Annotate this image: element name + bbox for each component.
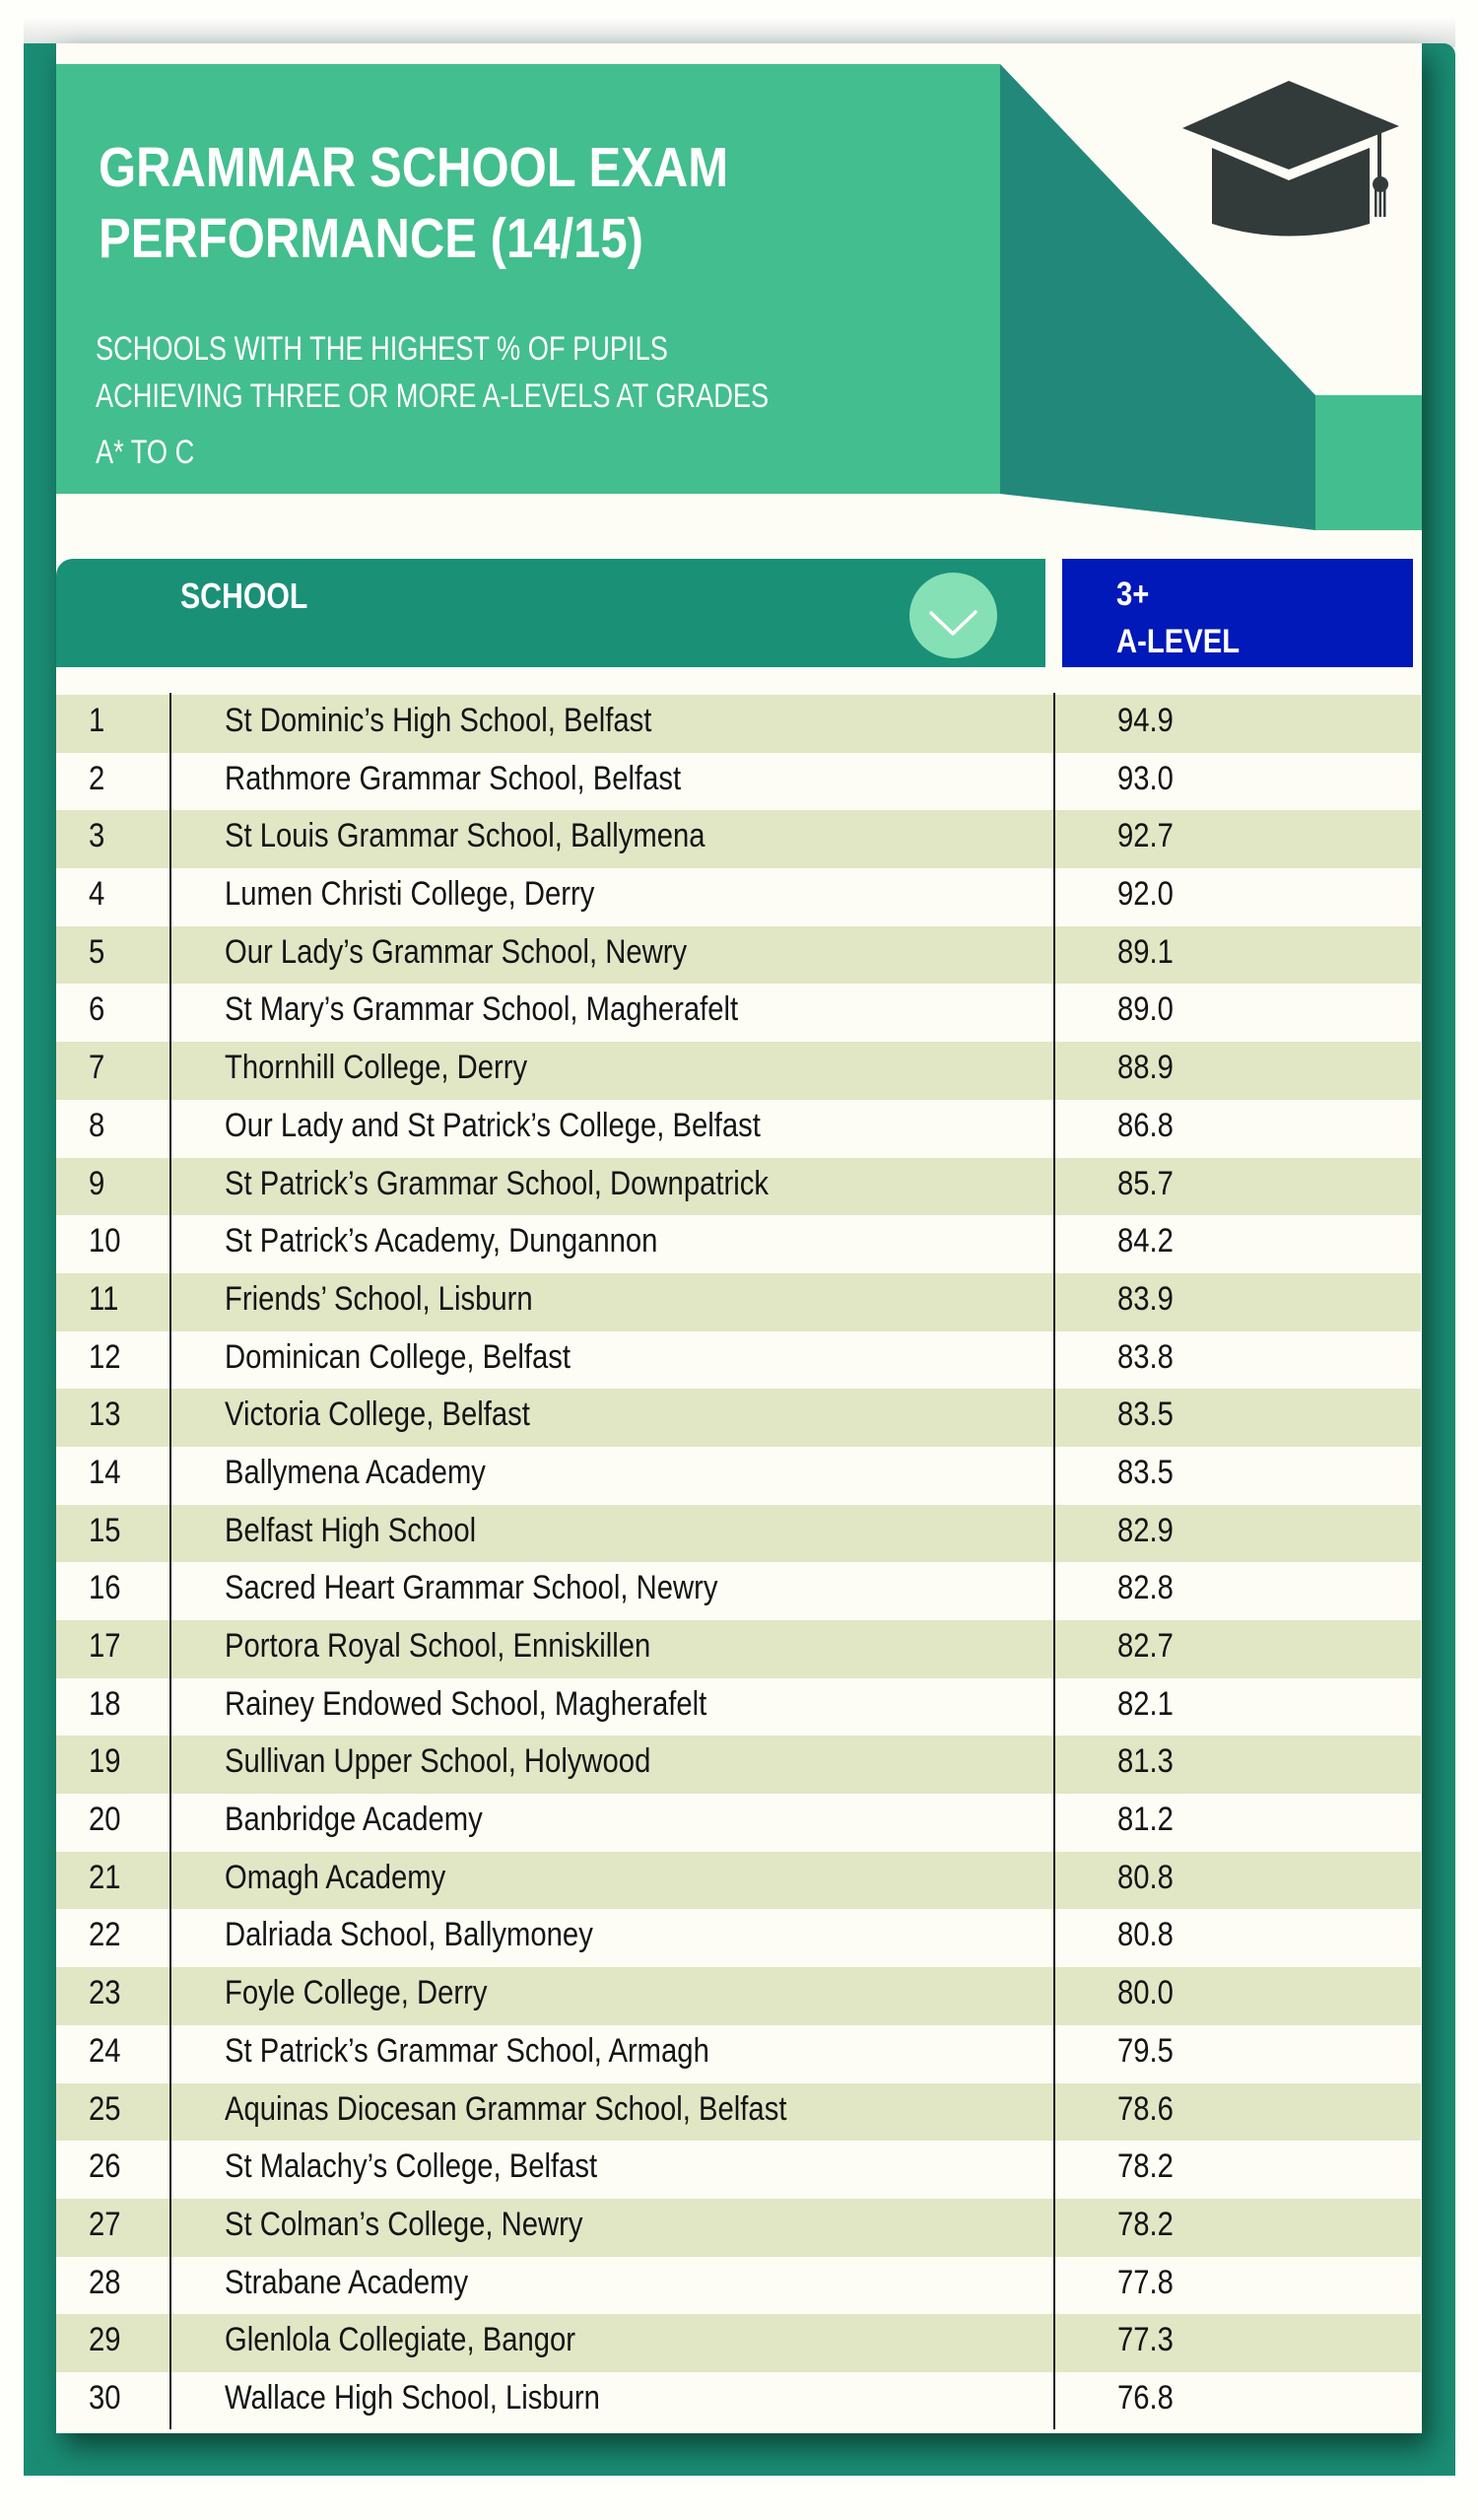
- table-row: [56, 1967, 1421, 2025]
- rank-cell: 8: [89, 1106, 105, 1144]
- table-row: [56, 1562, 1421, 1620]
- school-cell: Victoria College, Belfast: [225, 1396, 530, 1434]
- value-cell: 82.8: [1117, 1569, 1174, 1607]
- value-cell: 83.8: [1117, 1337, 1174, 1376]
- rank-cell: 13: [89, 1396, 121, 1434]
- subtitle-line-2: ACHIEVING THREE OR MORE A-LEVELS AT GRADES: [96, 377, 770, 415]
- table-row: [56, 1447, 1421, 1505]
- table-row: [56, 984, 1421, 1042]
- value-cell: 86.8: [1117, 1106, 1174, 1144]
- school-cell: Thornhill College, Derry: [225, 1049, 528, 1087]
- sort-dropdown-button[interactable]: [909, 573, 997, 658]
- rank-cell: 29: [89, 2321, 121, 2359]
- table-row: [56, 695, 1421, 753]
- value-cell: 78.2: [1117, 2205, 1174, 2243]
- rank-cell: 23: [89, 1974, 121, 2012]
- value-cell: 82.9: [1117, 1511, 1174, 1549]
- rank-cell: 28: [89, 2263, 121, 2301]
- rank-cell: 7: [89, 1049, 105, 1087]
- rank-cell: 14: [89, 1453, 121, 1491]
- school-cell: St Mary’s Grammar School, Magherafelt: [225, 990, 739, 1029]
- school-cell: Aquinas Diocesan Grammar School, Belfast: [225, 2089, 787, 2128]
- value-cell: 77.3: [1117, 2321, 1174, 2359]
- value-cell: 80.0: [1117, 1974, 1174, 2012]
- table-row: [56, 1389, 1421, 1447]
- school-cell: Our Lady and St Patrick’s College, Belfast: [225, 1106, 761, 1144]
- value-cell: 78.6: [1117, 2089, 1174, 2128]
- rank-cell: 18: [89, 1684, 121, 1723]
- school-cell: Glenlola Collegiate, Bangor: [225, 2321, 575, 2359]
- table-row: [56, 926, 1421, 985]
- table-row: [56, 810, 1421, 868]
- table-row: [56, 2199, 1421, 2257]
- school-cell: Belfast High School: [225, 1511, 477, 1549]
- rank-cell: 4: [89, 875, 105, 914]
- rank-cell: 12: [89, 1337, 121, 1376]
- rank-cell: 20: [89, 1801, 121, 1839]
- value-cell: 83.5: [1117, 1396, 1174, 1434]
- graduation-cap-icon: [1177, 74, 1414, 251]
- column-divider-value: [1053, 693, 1055, 2429]
- rank-cell: 25: [89, 2089, 121, 2128]
- value-cell: 92.0: [1117, 875, 1174, 914]
- school-cell: Friends’ School, Lisburn: [225, 1279, 533, 1318]
- rank-cell: 24: [89, 2031, 121, 2070]
- school-cell: Wallace High School, Lisburn: [225, 2378, 600, 2417]
- school-cell: St Louis Grammar School, Ballymena: [225, 817, 705, 855]
- school-cell: St Colman’s College, Newry: [225, 2205, 583, 2243]
- table-row: [56, 1736, 1421, 1794]
- column-header-a-level-line-2: A-LEVEL: [1116, 623, 1241, 660]
- rank-cell: 1: [89, 702, 105, 739]
- chevron-down-icon: [909, 573, 997, 658]
- column-header-school-label: SCHOOL: [180, 576, 308, 616]
- value-cell: 77.8: [1117, 2263, 1174, 2301]
- school-cell: Strabane Academy: [225, 2263, 469, 2301]
- school-cell: Omagh Academy: [225, 1858, 446, 1896]
- value-cell: 81.3: [1117, 1742, 1174, 1781]
- column-header-school: [56, 559, 1045, 667]
- rank-cell: 5: [89, 932, 105, 971]
- value-cell: 89.1: [1117, 932, 1174, 971]
- school-cell: Banbridge Academy: [225, 1801, 483, 1839]
- value-cell: 88.9: [1117, 1049, 1174, 1087]
- table-row: [56, 2025, 1421, 2083]
- school-cell: Sullivan Upper School, Holywood: [225, 1742, 651, 1781]
- column-header-a-level-line-1: 3+: [1116, 576, 1150, 613]
- page-title-line-2: PERFORMANCE (14/15): [99, 207, 643, 270]
- school-cell: Dalriada School, Ballymoney: [225, 1916, 593, 1954]
- table-row: [56, 1100, 1421, 1158]
- value-cell: 85.7: [1117, 1164, 1174, 1202]
- table-row: [56, 868, 1421, 926]
- subtitle-line-3: A* TO C: [96, 434, 195, 471]
- rank-cell: 26: [89, 2147, 121, 2186]
- school-cell: St Dominic’s High School, Belfast: [225, 702, 652, 739]
- rank-cell: 11: [89, 1279, 119, 1318]
- value-cell: 89.0: [1117, 990, 1174, 1029]
- page-title-line-1: GRAMMAR SCHOOL EXAM: [99, 136, 729, 199]
- table-row: [56, 1331, 1421, 1390]
- column-header-a-level[interactable]: [1062, 559, 1413, 667]
- rank-cell: 22: [89, 1916, 121, 1954]
- value-cell: 84.2: [1117, 1222, 1174, 1260]
- table-row: [56, 1505, 1421, 1563]
- value-cell: 94.9: [1117, 702, 1174, 739]
- value-cell: 83.9: [1117, 1279, 1174, 1318]
- value-cell: 82.1: [1117, 1684, 1174, 1723]
- table-row: [56, 1794, 1421, 1852]
- table-row: [56, 1852, 1421, 1910]
- rank-cell: 6: [89, 990, 105, 1029]
- table-row: [56, 1042, 1421, 1100]
- value-cell: 76.8: [1117, 2378, 1174, 2417]
- value-cell: 80.8: [1117, 1916, 1174, 1954]
- rank-cell: 2: [89, 759, 105, 797]
- school-cell: Our Lady’s Grammar School, Newry: [225, 932, 688, 971]
- value-cell: 92.7: [1117, 817, 1174, 855]
- rank-cell: 17: [89, 1627, 121, 1665]
- school-cell: St Malachy’s College, Belfast: [225, 2147, 598, 2186]
- table-row: [56, 2372, 1421, 2430]
- table-row: [56, 2083, 1421, 2142]
- school-cell: Ballymena Academy: [225, 1453, 486, 1491]
- school-cell: Foyle College, Derry: [225, 1974, 488, 2012]
- value-cell: 82.7: [1117, 1627, 1174, 1665]
- table-row: [56, 1678, 1421, 1737]
- rank-cell: 16: [89, 1569, 121, 1607]
- table-row: [56, 1273, 1421, 1331]
- school-cell: St Patrick’s Academy, Dungannon: [225, 1222, 658, 1260]
- table-row: [56, 1215, 1421, 1273]
- value-cell: 93.0: [1117, 759, 1174, 797]
- rank-cell: 10: [89, 1222, 121, 1260]
- rank-cell: 21: [89, 1858, 121, 1896]
- results-table: [56, 695, 1421, 2430]
- rank-cell: 3: [89, 817, 105, 855]
- school-cell: Rainey Endowed School, Magherafelt: [225, 1684, 707, 1723]
- school-cell: Sacred Heart Grammar School, Newry: [225, 1569, 718, 1607]
- header-side-block: [1315, 395, 1422, 530]
- value-cell: 80.8: [1117, 1858, 1174, 1896]
- school-cell: Portora Royal School, Enniskillen: [225, 1627, 651, 1665]
- school-cell: Dominican College, Belfast: [225, 1337, 571, 1376]
- table-row: [56, 753, 1421, 811]
- school-cell: Lumen Christi College, Derry: [225, 875, 595, 914]
- table-row: [56, 1158, 1421, 1216]
- rank-cell: 27: [89, 2205, 121, 2243]
- school-cell: St Patrick’s Grammar School, Armagh: [225, 2031, 709, 2070]
- table-row: [56, 1620, 1421, 1678]
- school-cell: St Patrick’s Grammar School, Downpatrick: [225, 1164, 769, 1202]
- table-row: [56, 2141, 1421, 2199]
- value-cell: 81.2: [1117, 1801, 1174, 1839]
- value-cell: 78.2: [1117, 2147, 1174, 2186]
- rank-cell: 9: [89, 1164, 105, 1202]
- value-cell: 79.5: [1117, 2031, 1174, 2070]
- rank-cell: 19: [89, 1742, 121, 1781]
- table-row: [56, 1909, 1421, 1967]
- school-cell: Rathmore Grammar School, Belfast: [225, 759, 682, 797]
- value-cell: 83.5: [1117, 1453, 1174, 1491]
- table-row: [56, 2314, 1421, 2372]
- rank-cell: 15: [89, 1511, 121, 1549]
- column-divider-rank: [169, 693, 171, 2429]
- rank-cell: 30: [89, 2378, 121, 2417]
- subtitle-line-1: SCHOOLS WITH THE HIGHEST % OF PUPILS: [96, 330, 668, 368]
- table-row: [56, 2257, 1421, 2315]
